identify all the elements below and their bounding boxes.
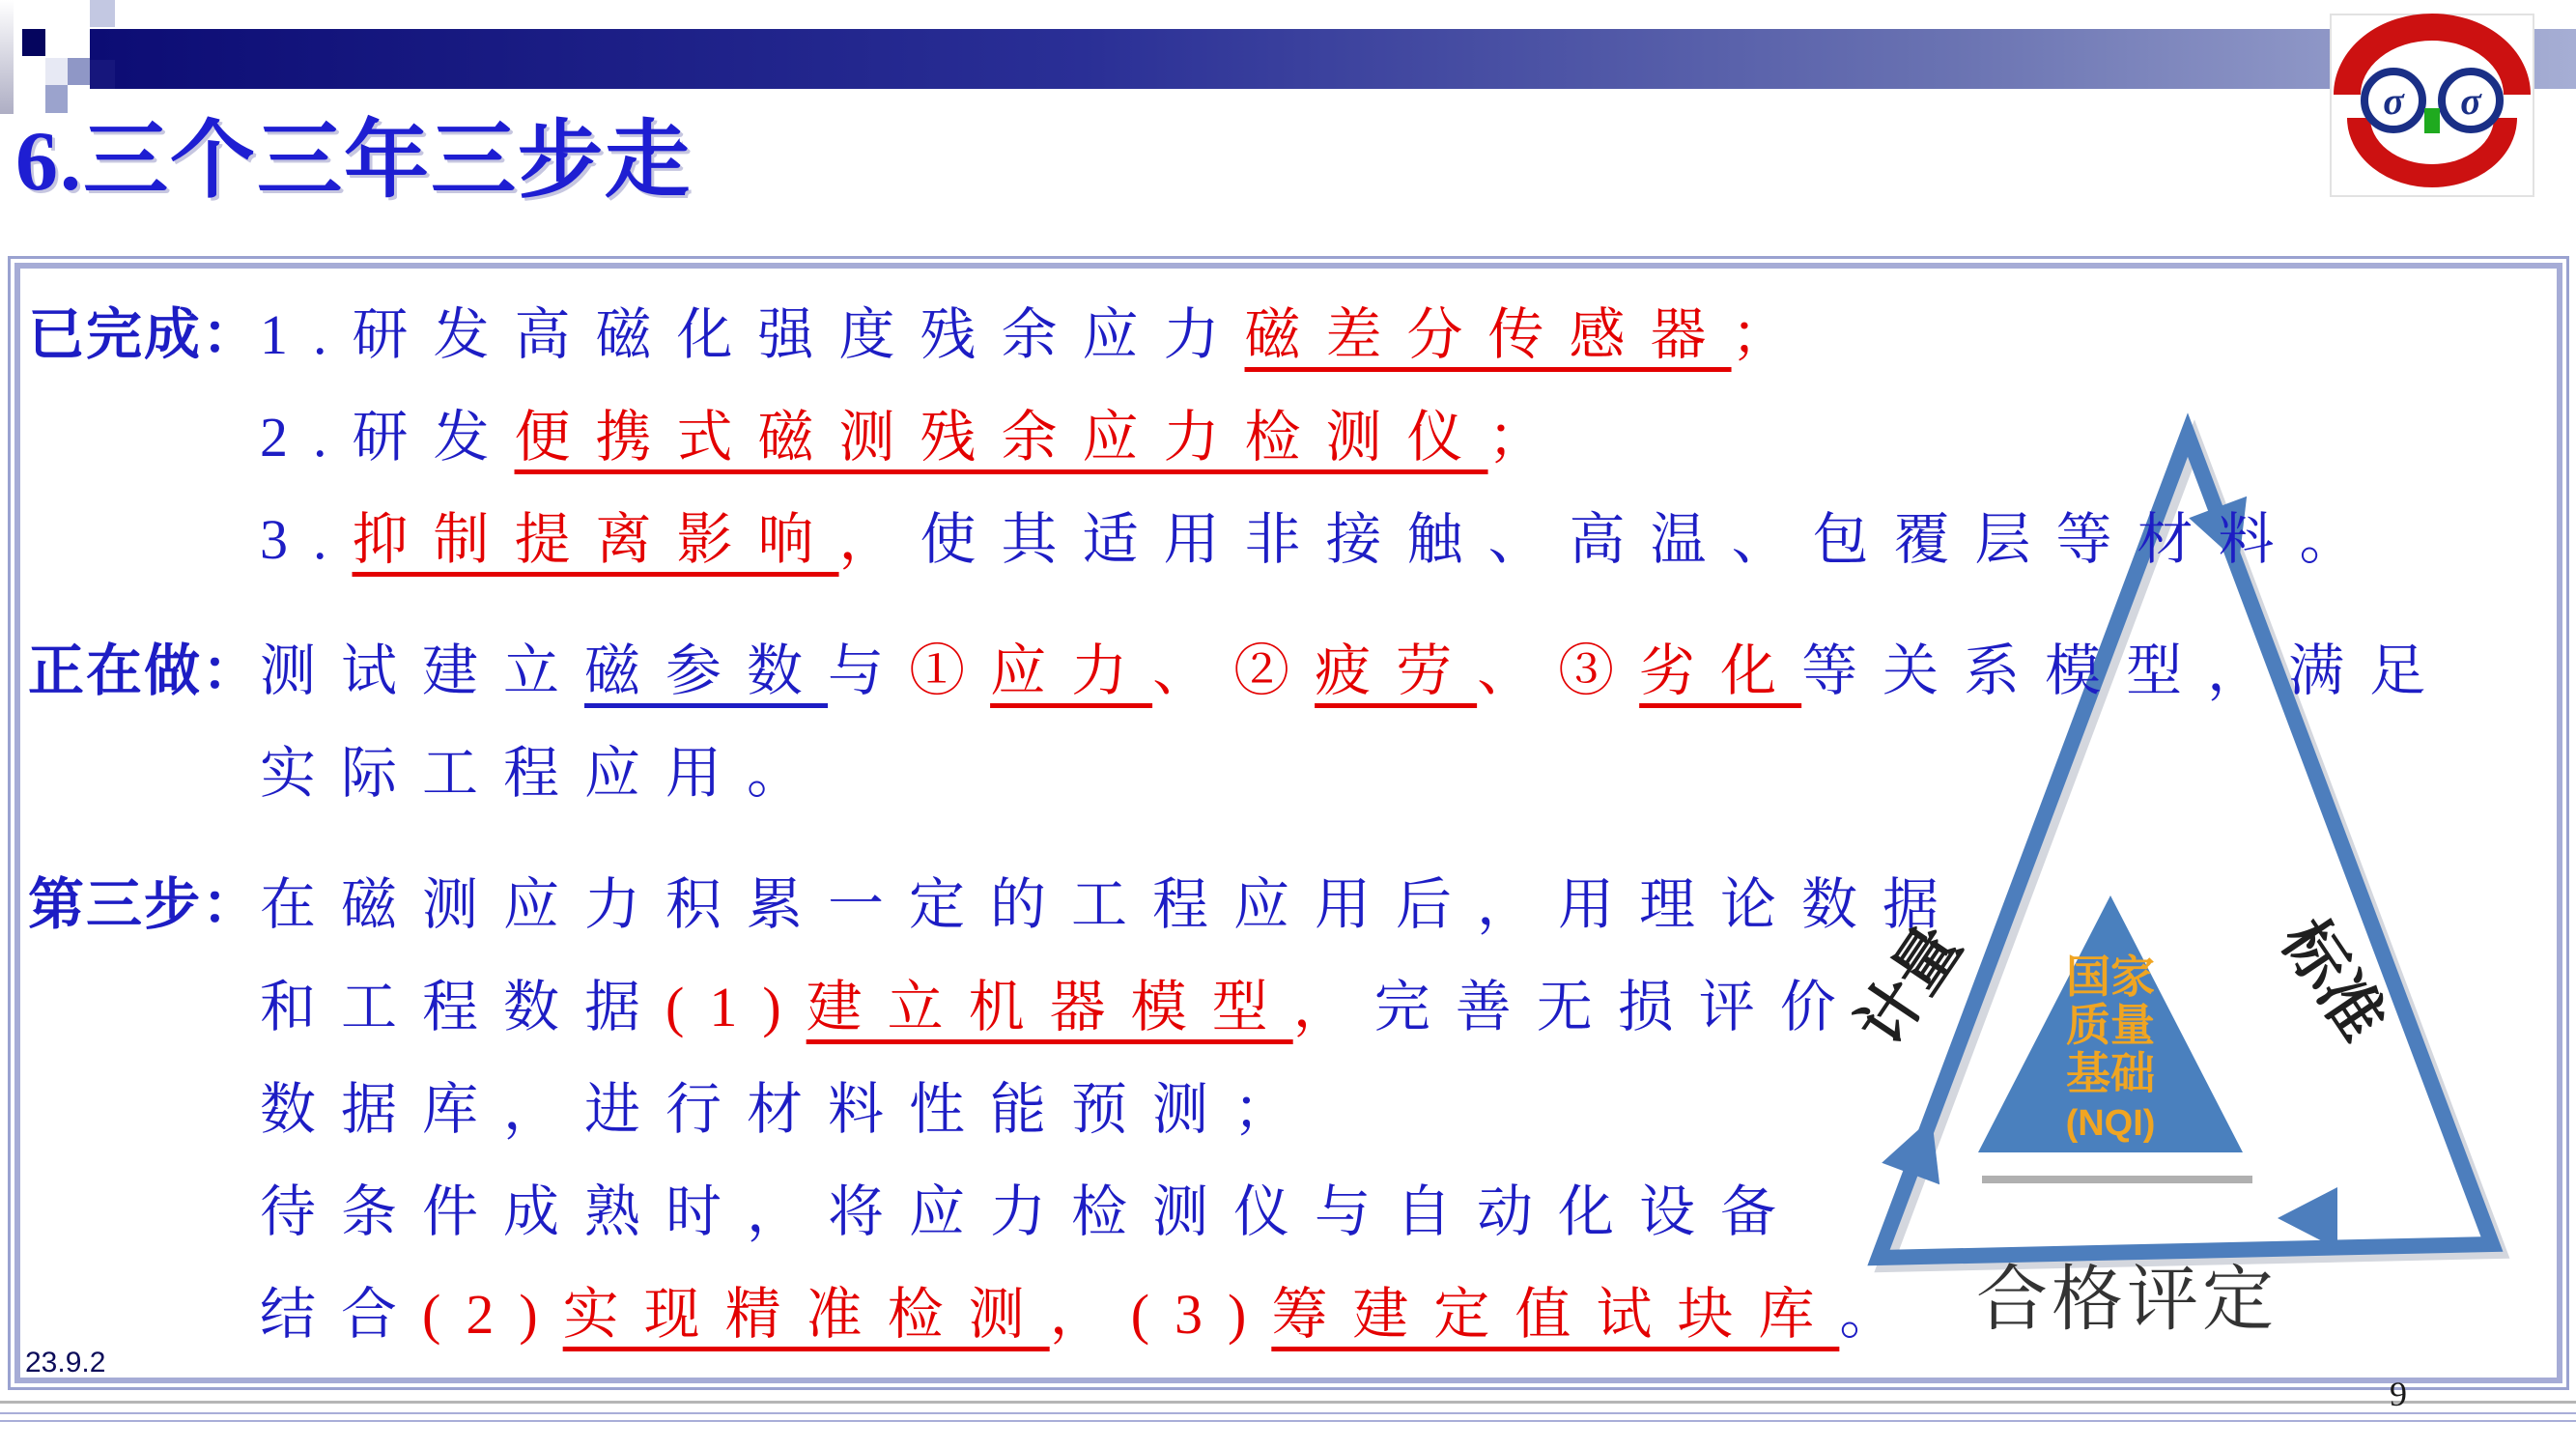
text-segment: 、③ bbox=[1477, 639, 1640, 702]
text-segment: 建立机器模型 bbox=[806, 976, 1293, 1038]
footer-divider-line bbox=[0, 1412, 2576, 1414]
text-line bbox=[260, 284, 2549, 386]
text-line bbox=[260, 386, 2549, 489]
page-number: 9 bbox=[2390, 1375, 2407, 1413]
text-segment: 待条件成熟时，将应力检测仪与自动化设备 bbox=[260, 1180, 1802, 1243]
text-segment: 使其适用非接触、高温、包覆层等材料。 bbox=[920, 508, 2381, 571]
slide-title: 6.三个三年三步走 bbox=[15, 115, 693, 209]
conformity-assessment-label: 合格评定 bbox=[1976, 1259, 2278, 1339]
section-label: 第三步： bbox=[28, 873, 261, 936]
header-gradient-bar bbox=[90, 29, 2576, 89]
text-segment: 实际工程应用。 bbox=[260, 742, 829, 805]
nqi-text-line: 国家 bbox=[2066, 952, 2155, 1002]
text-segment: 1.研发高磁化强度残余应力 bbox=[260, 303, 1245, 366]
text-segment: 结合 bbox=[260, 1283, 423, 1346]
text-segment: 、② bbox=[1152, 639, 1316, 702]
text-line bbox=[260, 489, 2549, 591]
nqi-text-line: (NQI) bbox=[2065, 1103, 2156, 1144]
content-section bbox=[28, 620, 2549, 825]
text-segment: 便携式磁测残余应力检测仪 bbox=[514, 406, 1488, 469]
footer-divider-line bbox=[0, 1420, 2576, 1422]
text-segment: 完善无损评价 bbox=[1373, 976, 1861, 1038]
sigma-glyph: σ bbox=[2460, 79, 2481, 123]
text-line bbox=[260, 1059, 2549, 1161]
slide-date: 23.9.2 bbox=[25, 1347, 106, 1378]
text-segment: ， bbox=[1292, 976, 1374, 1038]
text-segment: 疲劳 bbox=[1315, 639, 1478, 702]
nqi-text-line: 基础 bbox=[2066, 1048, 2155, 1098]
text-segment: ； bbox=[1731, 303, 1813, 366]
header-mosaic-square bbox=[90, 60, 115, 89]
content-section bbox=[28, 284, 2549, 591]
text-segment: 等关系模型，满足 bbox=[1801, 639, 2451, 702]
text-segment: 2.研发 bbox=[260, 406, 515, 469]
text-segment: 磁差分传感器 bbox=[1244, 303, 1732, 366]
header-mosaic-square bbox=[68, 58, 90, 85]
text-line bbox=[260, 723, 2549, 825]
header-mosaic-square bbox=[45, 58, 68, 85]
text-line bbox=[260, 620, 2549, 723]
content-section bbox=[28, 854, 2549, 1366]
text-segment: 数据库，进行材料性能预测； bbox=[260, 1078, 1316, 1141]
text-segment: ，(3) bbox=[1049, 1283, 1272, 1346]
text-segment: ； bbox=[1487, 406, 1570, 469]
text-segment: (2) bbox=[422, 1283, 563, 1346]
sigma-logo-icon bbox=[2330, 14, 2534, 197]
text-line bbox=[260, 956, 2549, 1059]
text-segment: 抑制提离影响 bbox=[352, 508, 839, 571]
text-segment: 3. bbox=[260, 508, 353, 571]
standards-label: 标准 bbox=[2268, 906, 2399, 1053]
text-segment: 应力 bbox=[990, 639, 1153, 702]
text-segment: 与 bbox=[828, 639, 910, 702]
text-segment: 磁参数 bbox=[584, 639, 829, 702]
text-segment: (1) bbox=[665, 976, 807, 1038]
text-line bbox=[260, 854, 2549, 956]
text-segment: 。 bbox=[1839, 1283, 1921, 1346]
text-segment: 筹建定值试块库 bbox=[1271, 1283, 1840, 1346]
header-left-gradient-strip bbox=[0, 0, 14, 114]
header-mosaic-square bbox=[90, 0, 115, 27]
content-box-inner-border bbox=[14, 263, 2562, 1383]
text-segment: ， bbox=[838, 508, 920, 571]
text-segment: 和工程数据 bbox=[260, 976, 666, 1038]
header-mosaic-square bbox=[22, 29, 45, 56]
text-segment: 测试建立 bbox=[260, 639, 585, 702]
nqi-text-line: 质量 bbox=[2066, 1000, 2155, 1050]
metrology-label: 计量 bbox=[1843, 912, 1974, 1059]
section-label: 已完成： bbox=[28, 303, 261, 366]
footer-divider-line bbox=[0, 1401, 2576, 1404]
text-segment: 劣化 bbox=[1639, 639, 1802, 702]
content-box bbox=[8, 256, 2569, 1390]
content-sections bbox=[20, 269, 2557, 1366]
text-segment: 在磁测应力积累一定的工程应用后，用理论数据 bbox=[260, 873, 1965, 936]
section-label: 正在做： bbox=[28, 639, 261, 702]
text-segment: ① bbox=[909, 639, 991, 702]
sigma-glyph: σ bbox=[2383, 79, 2404, 123]
text-segment: 实现精准检测 bbox=[562, 1283, 1050, 1346]
text-line bbox=[260, 1264, 2549, 1366]
text-line bbox=[260, 1161, 2549, 1264]
